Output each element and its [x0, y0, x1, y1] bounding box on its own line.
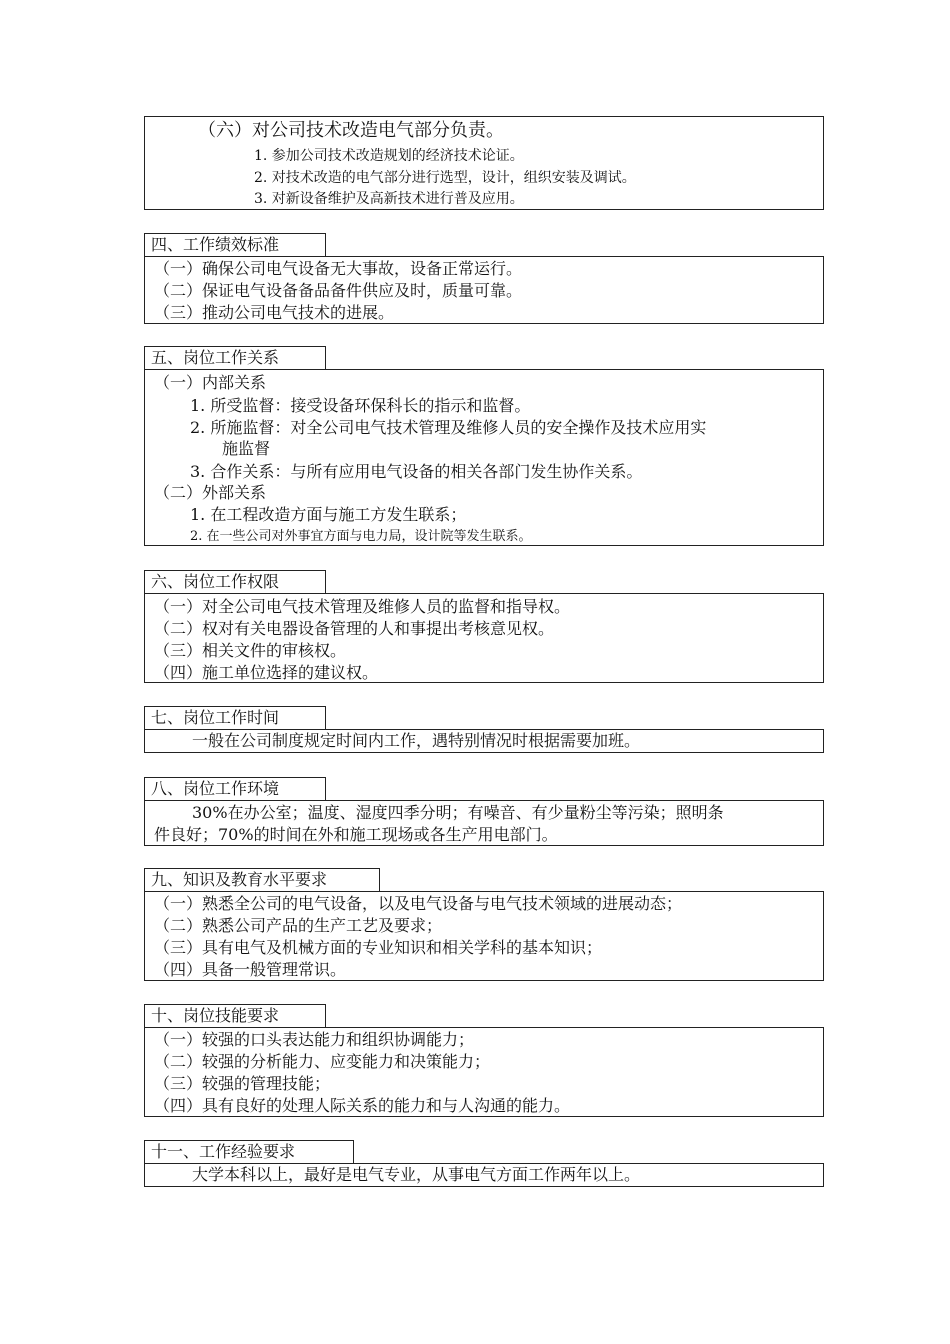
section-heading-skills: 十、岗位技能要求 [144, 1004, 326, 1027]
subheading-external: （二）外部关系 [154, 483, 267, 502]
list-item: （二）较强的分析能力、应变能力和决策能力； [154, 1052, 491, 1071]
list-item: 1. 在工程改造方面与施工方发生联系； [190, 505, 467, 524]
list-item: （三）较强的管理技能； [154, 1074, 331, 1093]
list-item: 2. 所施监督：对全公司电气技术管理及维修人员的安全操作及技术应用实 [190, 418, 707, 437]
list-item: （二）权对有关电器设备管理的人和事提出考核意见权。 [154, 619, 555, 638]
section-heading-environment: 八、岗位工作环境 [144, 777, 326, 800]
environment-text-line: 30%在办公室；温度、湿度四季分明；有噪音、有少量粉尘等污染；照明条 [192, 803, 724, 822]
section-heading-education: 九、知识及教育水平要求 [144, 868, 380, 891]
list-item: （三）推动公司电气技术的进展。 [154, 303, 395, 322]
experience-text: 大学本科以上，最好是电气专业，从事电气方面工作两年以上。 [192, 1165, 641, 1184]
list-item: （四）施工单位选择的建议权。 [154, 663, 379, 682]
hours-text: 一般在公司制度规定时间内工作，遇特别情况时根据需要加班。 [192, 731, 641, 750]
list-item: 3. 合作关系：与所有应用电气设备的相关各部门发生协作关系。 [190, 462, 643, 481]
list-item: （一）较强的口头表达能力和组织协调能力； [154, 1030, 475, 1049]
list-item: （一）对全公司电气技术管理及维修人员的监督和指导权。 [154, 597, 571, 616]
list-item: （一）确保公司电气设备无大事故，设备正常运行。 [154, 259, 523, 278]
section-tech-reform-title: （六）对公司技术改造电气部分负责。 [198, 120, 504, 141]
list-item: 1. 参加公司技术改造规划的经济技术论证。 [254, 148, 524, 164]
list-item: （二）熟悉公司产品的生产工艺及要求； [154, 916, 443, 935]
section-heading-authority: 六、岗位工作权限 [144, 570, 326, 593]
list-item: 施监督 [222, 439, 271, 458]
list-item: 3. 对新设备维护及高新技术进行普及应用。 [254, 191, 524, 207]
list-item: 2. 对技术改造的电气部分进行选型，设计，组织安装及调试。 [254, 170, 636, 186]
list-item: （三）具有电气及机械方面的专业知识和相关学科的基本知识； [154, 938, 603, 957]
list-item: （三）相关文件的审核权。 [154, 641, 347, 660]
list-item: （二）保证电气设备备品备件供应及时，质量可靠。 [154, 281, 523, 300]
list-item: 1. 所受监督：接受设备环保科长的指示和监督。 [190, 396, 531, 415]
list-item: （四）具有良好的处理人际关系的能力和与人沟通的能力。 [154, 1096, 571, 1115]
list-item: （四）具备一般管理常识。 [154, 960, 347, 979]
section-heading-performance: 四、工作绩效标准 [144, 233, 326, 256]
section-heading-hours: 七、岗位工作时间 [144, 706, 326, 729]
section-heading-experience: 十一、工作经验要求 [144, 1140, 354, 1163]
list-item: （一）熟悉全公司的电气设备，以及电气设备与电气技术领域的进展动态； [154, 894, 683, 913]
list-item: 2. 在一些公司对外事宜方面与电力局，设计院等发生联系。 [190, 529, 532, 544]
subheading-internal: （一）内部关系 [154, 373, 267, 392]
section-heading-relations: 五、岗位工作关系 [144, 346, 326, 369]
environment-text-line: 件良好；70%的时间在外和施工现场或各生产用电部门。 [154, 825, 558, 844]
